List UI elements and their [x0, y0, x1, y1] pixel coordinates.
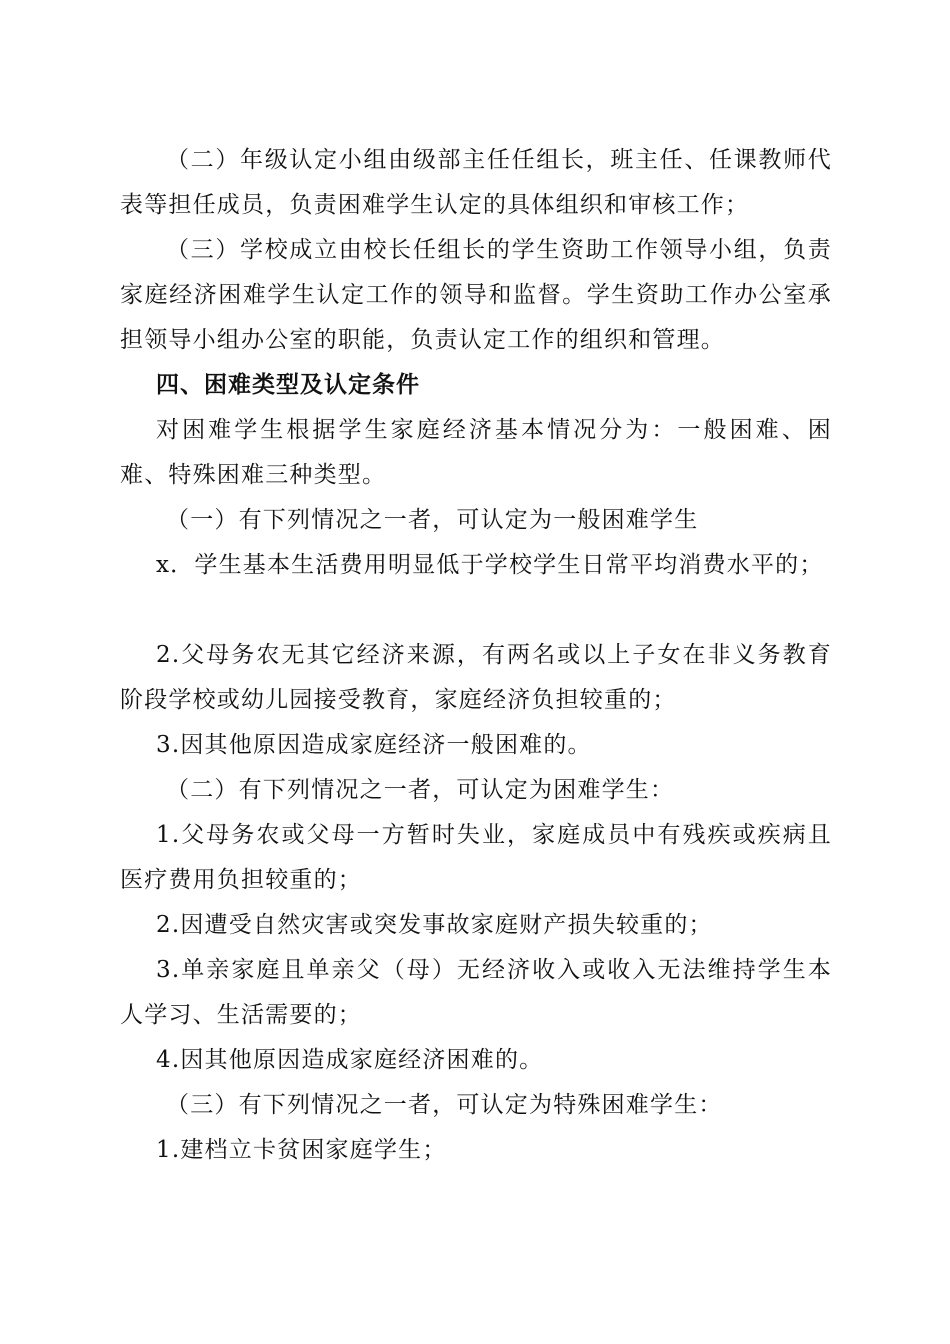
list-item-difficulty-4: 4.因其他原因造成家庭经济困难的。 [156, 1047, 544, 1073]
paragraph-school-group: （三）学校成立由校长任组长的学生资助工作领导小组，负责家庭经济困难学生认定工作的领导和监督。学生资助工作办公室承担领导小组办公室的职能，负责认定工作的组织和管理。 [120, 237, 832, 353]
section-heading: 四、困难类型及认定条件 [156, 372, 420, 398]
list-item-difficulty-1: 1.父母务农或父母一方暂时失业，家庭成员中有残疾或疾病且医疗费用负担较重的； [120, 822, 832, 893]
subheading-difficulty: （二）有下列情况之一者，可认定为困难学生： [166, 777, 675, 803]
list-item-difficulty-3: 3.单亲家庭且单亲父（母）无经济收入或收入无法维持学生本人学习、生活需要的； [120, 957, 832, 1028]
paragraph-types-intro: 对困难学生根据学生家庭经济基本情况分为：一般困难、困难、特殊困难三种类型。 [120, 417, 832, 488]
list-item-special-1: 1.建档立卡贫困家庭学生； [156, 1137, 447, 1163]
subheading-general-difficulty: （一）有下列情况之一者，可认定为一般困难学生 [166, 507, 699, 533]
list-item-general-x: x．学生基本生活费用明显低于学校学生日常平均消费水平的； [156, 552, 824, 578]
subheading-special-difficulty: （三）有下列情况之一者，可认定为特殊困难学生： [166, 1092, 723, 1118]
list-item-difficulty-2: 2.因遭受自然灾害或突发事故家庭财产损失较重的； [156, 912, 713, 938]
paragraph-grade-group: （二）年级认定小组由级部主任任组长，班主任、任课教师代表等担任成员，负责困难学生认定的具体组织和审核工作； [120, 147, 832, 218]
list-item-general-3: 3.因其他原因造成家庭经济一般困难的。 [156, 732, 592, 758]
list-item-general-2: 2.父母务农无其它经济来源，有两名或以上子女在非义务教育阶段学校或幼儿园接受教育，家庭经济负担较重的； [120, 642, 832, 713]
